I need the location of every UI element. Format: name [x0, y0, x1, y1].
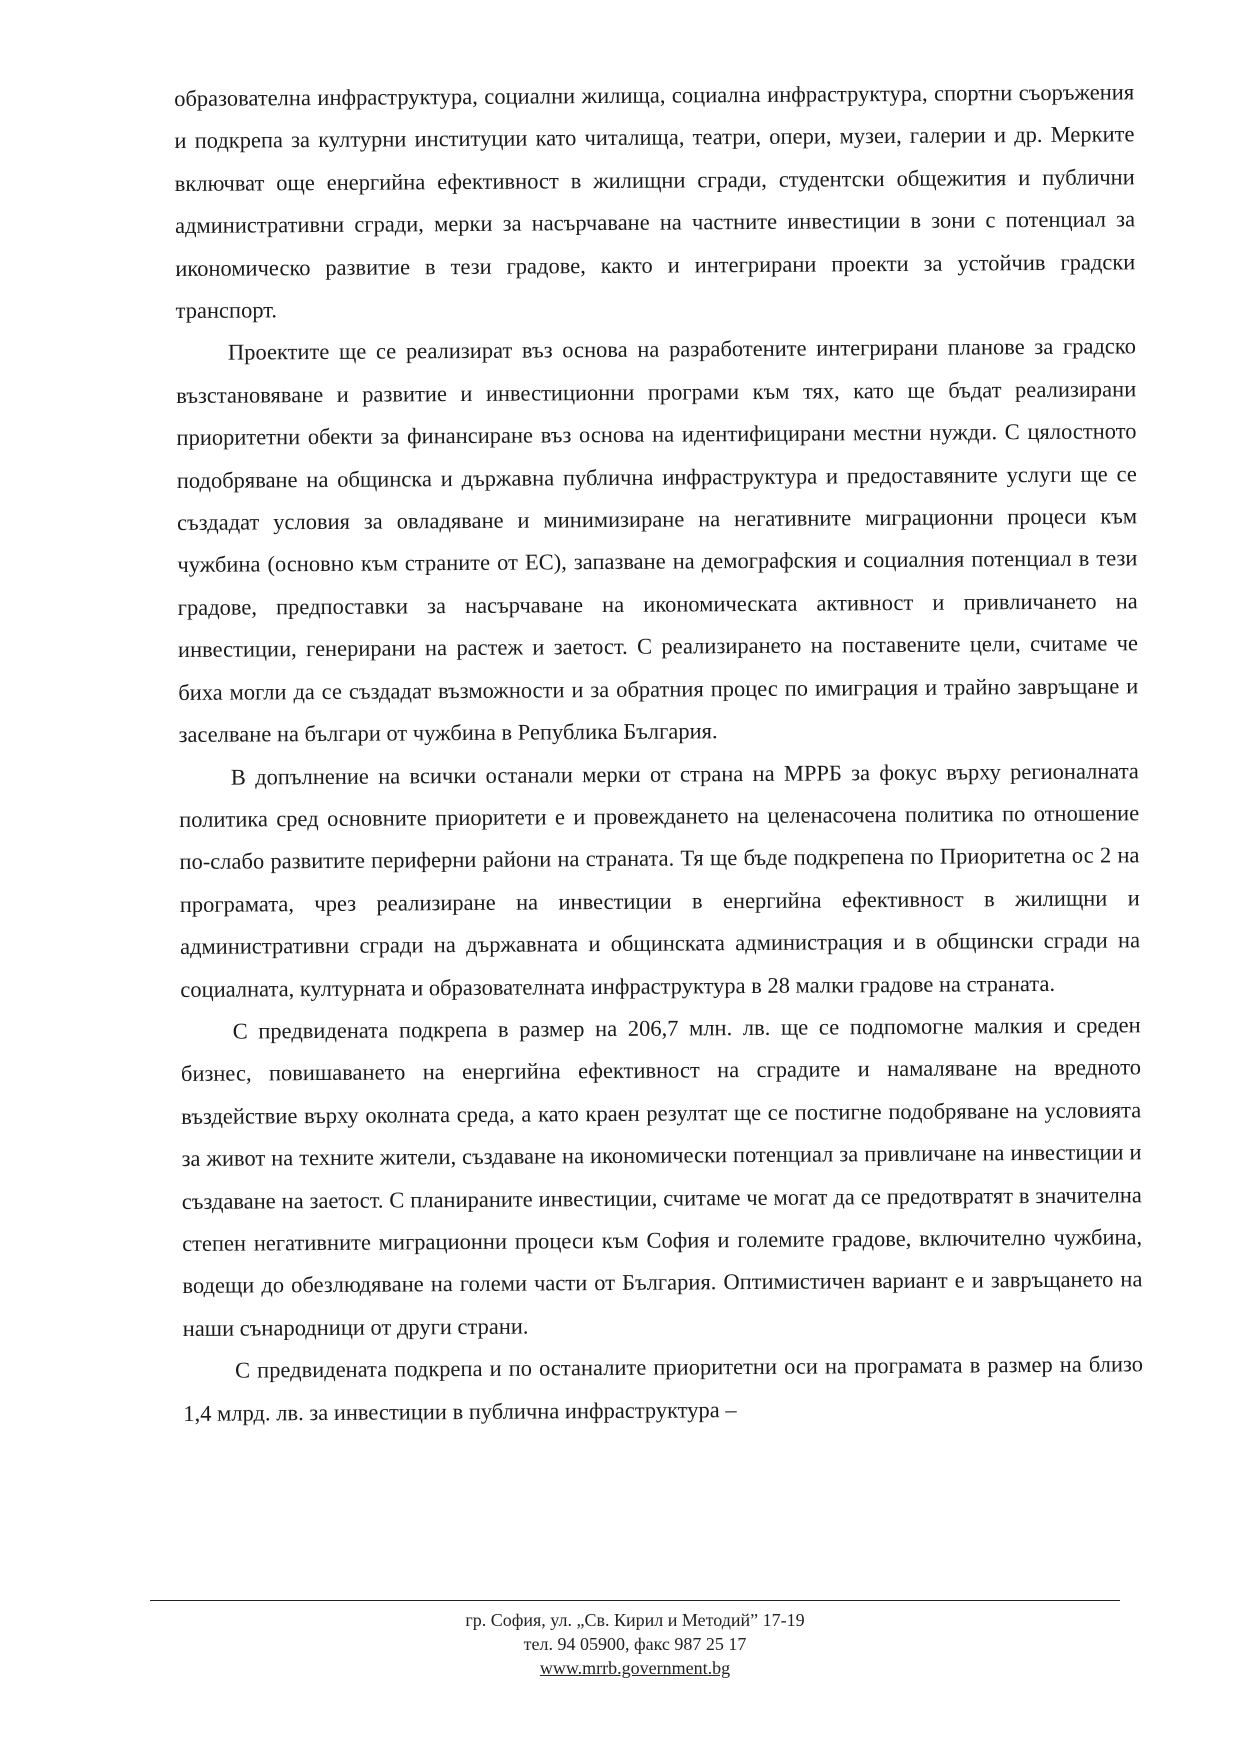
- footer-address: гр. София, ул. „Св. Кирил и Методий” 17-19: [465, 1610, 805, 1630]
- paragraph-3: В допълнение на всички останали мерки от страна на МРРБ за фокус върху регионалната политика сред основните приоритети е и провеждането на целенасочена политика по отношение по-слабо развитите периферни райони на страната. Тя ще бъде подкрепена по Приоритетна ос 2 на програмата, чрез реализиране на инвестиции в енергийна ефективност в жилищни и административни сгради на държавната и общинската администрация и в общински сгради на социалната, културната и образователната инфраструктура в 28 малки градове на страната.: [179, 757, 1141, 1002]
- footer-website-link[interactable]: www.mrrb.government.bg: [539, 1658, 731, 1678]
- footer-divider: [150, 1600, 1120, 1601]
- paragraph-5: С предвидената подкрепа и по останалите приоритетни оси на програмата в размер на близо 1,4 млрд. лв. за инвестиции в публична инфраструктура –: [183, 1351, 1144, 1426]
- document-body: [174, 71, 1143, 1435]
- paragraph-4: С предвидената подкрепа в размер на 206,7 млн. лв. ще се подпомогне малкия и среден бизнес, повишаването на енергийна ефективност на сградите и намаляване на вредното въздействие върху околната среда, а като краен резултат ще се постигне подобряване на условията за живот на техните жители, създаване на икономически потенциал за привличане на инвестиции и създаване на заетост. С планираните инвестиции, считаме че могат да се предотвратят в значителна степен негативните миграционни процеси към София и големите градове, включително чужбина, водещи до обезлюдяване на големи части от България. Оптимистичен вариант е и завръщането на наши сънародници от други страни.: [180, 1012, 1143, 1341]
- paragraph-2: Проектите ще се реализират въз основа на разработените интегрирани планове за градско възстановяване и развитие и инвестиционни програми към тях, като ще бъдат реализирани приоритетни обекти за финансиране въз основа на идентифицирани местни нужди. С цялостното подобряване на общинска и държавна публична инфраструктура и предоставяните услуги ще се създадат условия за овладяване и минимизиране на негативните миграционни процеси към чужбина (основно към страните от ЕС), запазване на демографския и социалния потенциал в тези градове, предпоставки за насърчаване на икономическата активност и привличането на инвестиции, генерирани на растеж и заетост. С реализирането на поставените цели, считаме че биха могли да се създадат възможности и за обратния процес по имиграция и трайно завръщане и заселване на българи от чужбина в Република България.: [176, 333, 1139, 748]
- footer-phone-fax: тел. 94 05900, факс 987 25 17: [523, 1634, 747, 1654]
- footer: [150, 1608, 1120, 1680]
- paragraph-1: образователна инфраструктура, социални жилища, социална инфраструктура, спортни съоръжения и подкрепа за културни институции като читалища, театри, опери, музеи, галерии и др. Мерките включват още енергийна ефективност в жилищни сгради, студентски общежития и публични административни сгради, мерки за насърчаване на частните инвестиции в зони с потенциал за икономическо развитие в тези градове, както и интегрирани проекти за устойчив градски транспорт.: [174, 79, 1136, 324]
